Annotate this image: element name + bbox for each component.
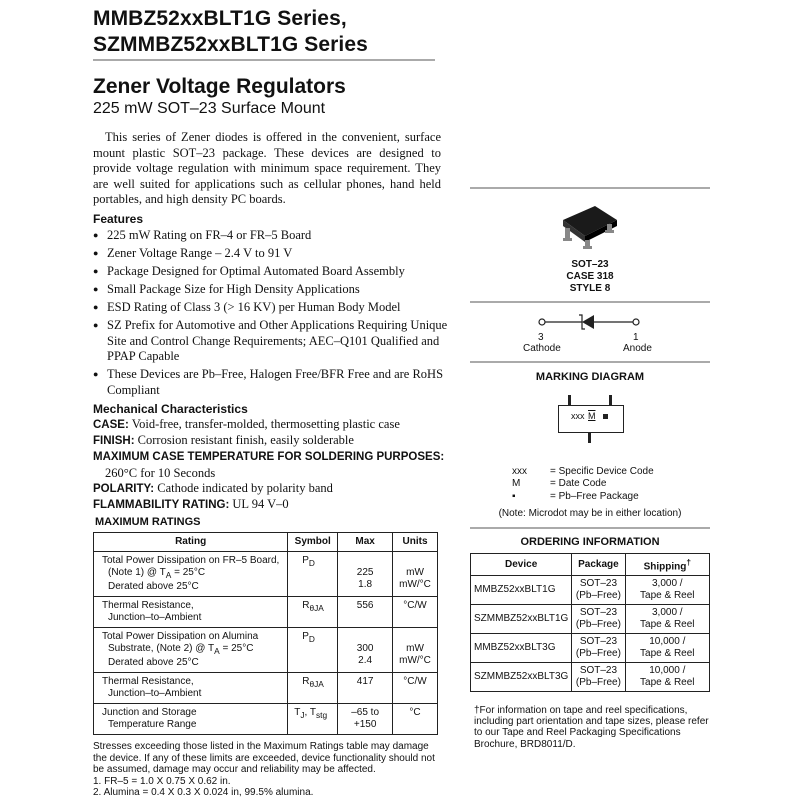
flammability-value: UL 94 V–0 (232, 497, 289, 512)
mechanical-heading: Mechanical Characteristics (93, 402, 248, 416)
symbol: P (302, 555, 309, 566)
symbol: T (294, 707, 301, 718)
legend-desc: = Specific Device Code (550, 466, 654, 477)
col-header-package: Package (572, 554, 625, 576)
symbol: R (302, 676, 310, 687)
max-value: –65 to +150 (338, 704, 393, 735)
table-header-row (94, 533, 438, 552)
col-header-shipping: Shipping (643, 561, 687, 573)
list-item: ● ESD Rating of Class 3 (> 16 KV) per Human Body Model (93, 300, 453, 316)
shipping-mark: † (686, 557, 691, 567)
ratings-note-1: 1. FR–5 = 1.0 X 0.75 X 0.62 in. (93, 775, 231, 787)
shipping-cell: Tape & Reel (640, 648, 695, 660)
table-row (94, 704, 438, 735)
package-cell: (Pb–Free) (575, 619, 621, 631)
table-row (471, 634, 710, 663)
package-cell: (Pb–Free) (575, 677, 621, 689)
col-header-max: Max (338, 533, 393, 552)
package-cell: SOT–23 (579, 578, 618, 590)
legend-desc: = Pb–Free Package (550, 490, 639, 502)
features-heading: Features (93, 212, 144, 226)
ordering-heading: ORDERING INFORMATION (520, 536, 660, 548)
symbol-sub: J (300, 710, 305, 720)
polarity-value: Cathode indicated by polarity band (157, 480, 333, 495)
soldering-temp-value: 260°C for 10 Seconds (105, 465, 216, 480)
rating-text: Total Power Dissipation on FR–5 Board, (102, 555, 280, 566)
device-cell: SZMMBZ52xxBLT1G (471, 605, 572, 634)
shipping-cell: 10,000 / (649, 665, 686, 677)
rating-text: Thermal Resistance, (102, 676, 194, 687)
shipping-cell: 3,000 / (652, 578, 683, 590)
rating-sub: A (214, 646, 220, 656)
rating-text: Total Power Dissipation on Alumina (102, 631, 259, 642)
package-info (470, 259, 710, 295)
shipping-cell: Tape & Reel (640, 677, 695, 689)
ordering-footnote: †For information on tape and reel specifications, including part orientation and tape sizes, please refer to our Tape and Reel Packaging Specifications Brochure, BRD8011/D. (474, 705, 709, 750)
case-value: Void-free, transfer-molded, thermosetting plastic case (131, 417, 400, 431)
chip-pin (568, 395, 571, 405)
document-title (93, 6, 368, 58)
intro-paragraph: This series of Zener diodes is offered in the convenient, surface mount plastic SOT–23 package. These devices are designed to provide voltage regulation with minimum space requirement. They are well suited for applications such as cellular phones, hand held portables, and high density PC boards. (93, 130, 441, 207)
title-divider (93, 59, 435, 61)
package-style: STYLE 8 (569, 283, 611, 294)
table-row (94, 673, 438, 704)
symbol-sub: θJA (309, 603, 324, 613)
zener-diode-symbol (530, 312, 650, 334)
table-row (94, 628, 438, 673)
polarity-label: POLARITY: (93, 482, 155, 495)
chip-pin (609, 395, 612, 405)
unit: °C (393, 704, 438, 735)
table-row (94, 597, 438, 628)
pin1-label: Anode (623, 343, 652, 354)
marking-note: (Note: Microdot may be in either location) (498, 508, 682, 519)
rating-text: Substrate, (Note 2) @ T (108, 643, 215, 654)
rating-text: (Note 1) @ T (108, 567, 166, 578)
pin3-label: Cathode (523, 343, 561, 354)
rating-text: = 25°C (219, 643, 254, 654)
col-header-device: Device (471, 554, 572, 576)
right-divider (470, 187, 710, 189)
shipping-cell: Tape & Reel (640, 590, 695, 602)
symbol: R (302, 600, 310, 611)
shipping-cell: Tape & Reel (640, 619, 695, 631)
legend-code: ▪ (512, 490, 516, 502)
table-row (471, 576, 710, 605)
chip-pin (588, 433, 591, 443)
max-ratings-heading: MAXIMUM RATINGS (95, 516, 201, 528)
ordering-table (470, 553, 710, 692)
symbol: , T (304, 707, 316, 718)
shipping-cell: 10,000 / (649, 636, 686, 648)
chip-date-code: M (588, 411, 596, 421)
col-header-symbol: Symbol (288, 533, 338, 552)
unit: mW/°C (399, 655, 431, 666)
list-item: ● 225 mW Rating on FR–4 or FR–5 Board (93, 228, 453, 244)
max-value: 417 (338, 673, 393, 704)
device-cell: MMBZ52xxBLT1G (471, 576, 572, 605)
flammability-label: FLAMMABILITY RATING: (93, 499, 230, 512)
chip-code: xxx (571, 411, 585, 421)
rating-text: Thermal Resistance, (102, 600, 194, 611)
max-value: 2.4 (358, 655, 373, 666)
shipping-cell: 3,000 / (652, 607, 683, 619)
symbol-sub: stg (316, 710, 328, 720)
features-list (93, 228, 453, 401)
max-value: 1.8 (358, 579, 373, 590)
unit: mW (406, 643, 424, 654)
pin3-number: 3 (538, 332, 544, 343)
soldering-temp-label: MAXIMUM CASE TEMPERATURE FOR SOLDERING PURPOSES: (93, 451, 445, 464)
ratings-notes (93, 741, 443, 799)
rating-text: Junction–to–Ambient (108, 612, 202, 623)
right-divider (470, 527, 710, 529)
max-value: 225 (356, 567, 374, 578)
title-line-2: SZMMBZ52xxBLT1G Series (93, 33, 368, 56)
unit: mW/°C (399, 579, 431, 590)
unit: mW (406, 567, 424, 578)
max-ratings-table (93, 532, 438, 735)
legend-code: xxx (512, 466, 527, 477)
max-value: 556 (338, 597, 393, 628)
marking-legend (512, 466, 654, 503)
package-cell: SOT–23 (579, 636, 618, 648)
package-case: CASE 318 (566, 271, 614, 282)
rating-text: Junction and Storage (102, 707, 197, 718)
product-subheading: 225 mW SOT–23 Surface Mount (93, 100, 326, 117)
title-line-1: MMBZ52xxBLT1G Series, (93, 7, 347, 30)
device-cell: SZMMBZ52xxBLT3G (471, 663, 572, 692)
rating-text: Junction–to–Ambient (108, 688, 202, 699)
list-item: ● Zener Voltage Range – 2.4 V to 91 V (93, 246, 453, 262)
table-row (471, 663, 710, 692)
pin1-number: 1 (633, 332, 639, 343)
unit: °C/W (393, 597, 438, 628)
symbol-sub: D (308, 634, 315, 644)
finish-label: FINISH: (93, 435, 135, 448)
device-cell: MMBZ52xxBLT3G (471, 634, 572, 663)
right-divider (470, 361, 710, 363)
col-header-units: Units (393, 533, 438, 552)
package-name: SOT–23 (571, 259, 609, 270)
col-header-rating: Rating (94, 533, 288, 552)
rating-text: Temperature Range (108, 719, 197, 730)
finish-value: Corrosion resistant finish, easily solderable (137, 433, 354, 448)
case-label: CASE: (93, 419, 129, 431)
list-item: ● These Devices are Pb–Free, Halogen Free/BFR Free and are RoHS Compliant (93, 367, 453, 398)
ratings-note-2: 2. Alumina = 0.4 X 0.3 X 0.024 in, 99.5% alumina. (93, 787, 314, 799)
sot23-package-icon (555, 198, 625, 253)
marking-chip (558, 405, 624, 433)
package-cell: SOT–23 (579, 607, 618, 619)
table-row (94, 552, 438, 597)
symbol: P (302, 631, 309, 642)
list-item: ● Small Package Size for High Density Applications (93, 282, 453, 298)
symbol-sub: θJA (309, 679, 324, 689)
product-heading: Zener Voltage Regulators (93, 75, 346, 98)
list-item: ● Package Designed for Optimal Automated Board Assembly (93, 264, 453, 280)
package-cell: SOT–23 (579, 665, 618, 677)
right-divider (470, 301, 710, 303)
unit: °C/W (393, 673, 438, 704)
rating-text: Derated above 25°C (108, 581, 199, 592)
list-item: ● SZ Prefix for Automotive and Other Applications Requiring Unique Site and Control Change Requirements; AEC–Q101 Qualified and PPAP Capable (93, 318, 453, 365)
symbol-sub: D (308, 558, 315, 568)
mechanical-characteristics (93, 417, 453, 513)
table-row (471, 605, 710, 634)
package-cell: (Pb–Free) (575, 590, 621, 602)
ratings-note: Stresses exceeding those listed in the Maximum Ratings table may damage the device. If any of these limits are exceeded, device functionality should not be assumed, damage may occur and reliability may be affected. (93, 741, 435, 776)
rating-text: Derated above 25°C (108, 657, 199, 668)
rating-text: = 25°C (171, 567, 206, 578)
marking-heading: MARKING DIAGRAM (535, 371, 645, 383)
legend-desc: = Date Code (550, 478, 607, 490)
microdot-icon (603, 414, 608, 419)
legend-code: M (512, 478, 521, 490)
rating-sub: A (165, 570, 172, 580)
table-header-row (471, 554, 710, 576)
package-cell: (Pb–Free) (575, 648, 621, 660)
max-value: 300 (356, 643, 374, 654)
